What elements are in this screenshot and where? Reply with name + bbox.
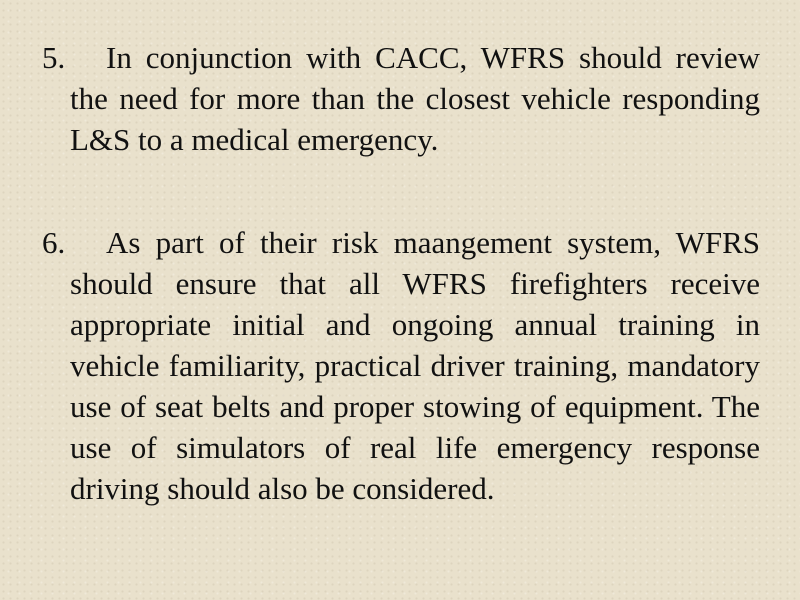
recommendation-5-number: 5.: [42, 40, 66, 75]
recommendation-6: [42, 222, 760, 509]
recommendation-5-text: In conjunction with CACC, WFRS should review the need for more than the closest vehicle responding L&S to a medical emergency.: [70, 40, 760, 157]
recommendation-6-text: As part of their risk maangement system, WFRS should ensure that all WFRS firefighters receive appropriate initial and ongoing annual training in vehicle familiarity, practical driver training, mandatory use of seat belts and proper stowing of equipment. The use of simulators of real life emergency response driving should also be considered.: [70, 225, 760, 506]
recommendation-5-paragraph: [42, 37, 760, 160]
recommendation-6-paragraph: [42, 222, 760, 509]
recommendation-6-number: 6.: [42, 225, 66, 260]
recommendation-5: [42, 37, 760, 160]
